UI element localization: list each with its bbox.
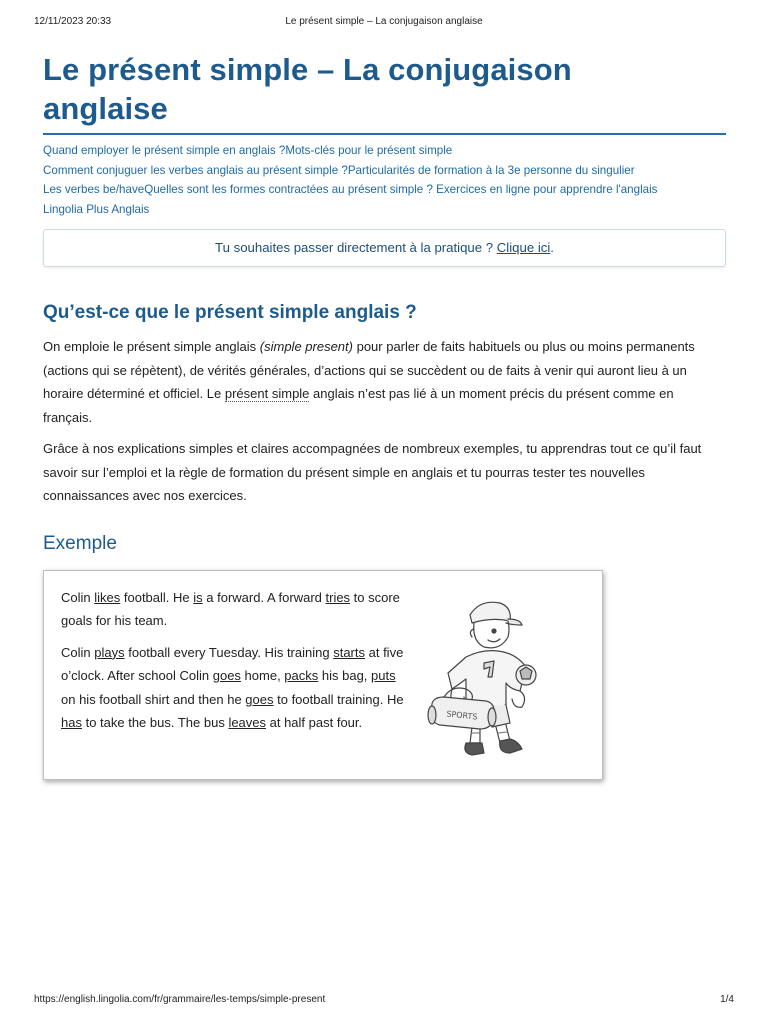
conjugated-verb: plays bbox=[94, 644, 125, 660]
example-text-run: a forward. A forward bbox=[202, 589, 326, 605]
example-text-run: on his football shirt and then he bbox=[61, 691, 246, 707]
bag-label: SPORTS bbox=[445, 709, 478, 722]
toc-link[interactable]: Particularités de formation à la 3e personne du singulier bbox=[347, 163, 635, 177]
example-text bbox=[61, 586, 406, 743]
intro-text-b: pour parler de faits habituels ou plus ou moins permanents (actions qui se répètent), de vérités générales, d’actions qui se succèdent ou de faits à venir qui auront lieu à un horaire déterminé et officiel. Le bbox=[43, 339, 695, 402]
toc-line bbox=[43, 161, 726, 181]
toc-line bbox=[43, 141, 726, 161]
example-text-run: football every Tuesday. His training bbox=[124, 644, 334, 660]
print-page-title: Le présent simple – La conjugaison anglaise bbox=[285, 16, 483, 27]
example-text-run: at five o’clock. After school Colin bbox=[61, 644, 404, 684]
toc-line bbox=[43, 200, 726, 220]
example-text-run: at half past four. bbox=[266, 715, 363, 731]
practice-callout bbox=[43, 229, 726, 267]
conjugated-verb: has bbox=[61, 715, 82, 731]
intro-text-c: anglais n’est pas lié à un moment précis du présent comme en français. bbox=[43, 386, 674, 425]
football-player-illustration bbox=[422, 593, 552, 763]
toc-link[interactable]: Quelles sont les formes contractées au présent simple ? bbox=[144, 183, 433, 197]
toc-link[interactable]: Comment conjuguer les verbes anglais au présent simple ? bbox=[43, 163, 348, 177]
conjugated-verb: tries bbox=[325, 589, 351, 605]
toc-link[interactable]: Les verbes be/have bbox=[43, 183, 145, 197]
example-text-run: his bag, bbox=[318, 668, 372, 684]
practice-text: Tu souhaites passer directement à la pratique ? bbox=[215, 240, 497, 256]
glossary-term[interactable]: présent simple bbox=[224, 386, 310, 402]
toc-link[interactable]: Mots-clés pour le présent simple bbox=[285, 144, 453, 157]
conjugated-verb: goes bbox=[245, 691, 274, 707]
page-title bbox=[43, 50, 726, 135]
page-title-line2: anglaise bbox=[43, 91, 168, 126]
page-number: 1/4 bbox=[720, 994, 734, 1005]
print-header bbox=[34, 16, 734, 30]
example-text-run: Colin bbox=[61, 644, 95, 660]
table-of-contents bbox=[43, 141, 726, 219]
example-text-run: home, bbox=[240, 668, 285, 684]
toc-link[interactable]: Quand employer le présent simple en anglais ? bbox=[43, 144, 286, 157]
conjugated-verb: is bbox=[193, 589, 203, 605]
practice-end: . bbox=[550, 240, 554, 256]
toc-link[interactable]: Exercices en ligne pour apprendre l'anglais bbox=[432, 183, 658, 197]
example-text-run: to score goals for his team. bbox=[61, 589, 400, 629]
conjugated-verb: goes bbox=[212, 668, 241, 684]
example-box bbox=[43, 570, 603, 780]
print-footer bbox=[34, 994, 734, 1008]
practice-link[interactable]: Clique ici bbox=[496, 240, 551, 256]
article-content bbox=[43, 50, 726, 780]
example-text-run: to football training. He bbox=[273, 691, 404, 707]
explanation-paragraph: Grâce à nos explications simples et claires accompagnées de nombreux exemples, tu apprendras tout ce qu’il faut savoir sur l’emploi et la règle de formation du présent simple en anglais et tu pourras tester tes nouvelles connaissances avec nos exercices. bbox=[43, 441, 702, 504]
toc-line bbox=[43, 180, 726, 200]
print-url: https://english.lingolia.com/fr/grammaire/les-temps/simple-present bbox=[34, 994, 326, 1005]
example-heading: Exemple bbox=[43, 532, 117, 554]
conjugated-verb: packs bbox=[284, 668, 319, 684]
conjugated-verb: starts bbox=[333, 644, 365, 660]
conjugated-verb: leaves bbox=[228, 715, 267, 731]
page-title-line1: Le présent simple – La conjugaison bbox=[43, 52, 572, 87]
example-paragraph bbox=[61, 586, 406, 633]
section-heading: Qu’est-ce que le présent simple anglais ? bbox=[43, 302, 417, 324]
example-text-run: football. He bbox=[120, 589, 194, 605]
example-paragraph bbox=[61, 641, 406, 735]
example-text-run: to take the bus. The bus bbox=[81, 715, 229, 731]
intro-text-a: On emploie le présent simple anglais bbox=[43, 339, 260, 355]
conjugated-verb: puts bbox=[371, 668, 396, 684]
intro-paragraph bbox=[43, 335, 726, 429]
conjugated-verb: likes bbox=[94, 589, 121, 605]
example-text-run: Colin bbox=[61, 589, 95, 605]
print-date: 12/11/2023 20:33 bbox=[34, 16, 112, 27]
toc-link[interactable]: Lingolia Plus Anglais bbox=[43, 202, 150, 216]
intro-emphasis: (simple present) bbox=[259, 339, 353, 355]
